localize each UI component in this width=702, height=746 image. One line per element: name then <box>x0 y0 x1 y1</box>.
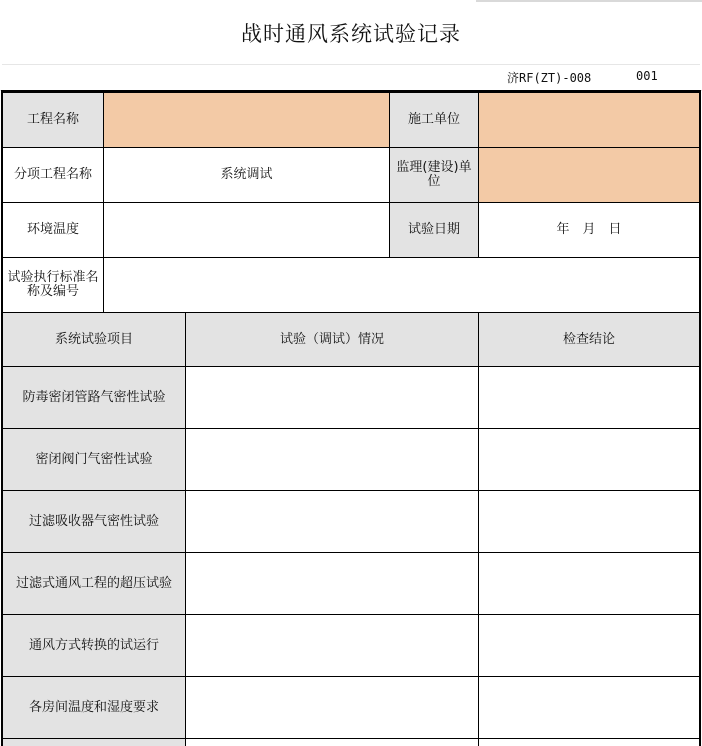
table-row-conclusion[interactable] <box>478 490 700 553</box>
table-row-status[interactable] <box>185 676 479 739</box>
table-row-conclusion[interactable] <box>478 366 700 429</box>
header-test-item: 系统试验项目 <box>2 312 186 367</box>
construction-unit-label: 施工单位 <box>389 92 479 148</box>
env-temp-label: 环境温度 <box>2 202 104 258</box>
construction-unit-field[interactable] <box>478 92 700 148</box>
sub-project-label: 分项工程名称 <box>2 147 104 203</box>
table-row-status[interactable] <box>185 366 479 429</box>
form-code-bar <box>0 64 702 91</box>
table-row-item: 通风方式转换的试运行 <box>2 614 186 677</box>
test-date-label: 试验日期 <box>389 202 479 258</box>
table-row-item <box>2 738 186 746</box>
table-row-item: 密闭阀门气密性试验 <box>2 428 186 491</box>
standard-field[interactable] <box>103 257 700 313</box>
table-row-item: 过滤式通风工程的超压试验 <box>2 552 186 615</box>
table-row-conclusion[interactable] <box>478 676 700 739</box>
table-row-conclusion[interactable] <box>478 552 700 615</box>
table-row-status[interactable] <box>185 614 479 677</box>
table-row-status[interactable] <box>185 738 479 746</box>
table-row-conclusion[interactable] <box>478 738 700 746</box>
supervision-unit-label: 监理(建设)单位 <box>389 147 479 203</box>
table-row-item: 防毒密闭管路气密性试验 <box>2 366 186 429</box>
form-code: 济RF(ZT)-008 <box>507 71 592 85</box>
supervision-unit-field[interactable] <box>478 147 700 203</box>
env-temp-field[interactable] <box>103 202 390 258</box>
form-number: 001 <box>636 69 658 83</box>
table-row-status[interactable] <box>185 428 479 491</box>
header-test-status: 试验（调试）情况 <box>185 312 479 367</box>
project-name-field[interactable] <box>103 92 390 148</box>
table-row-conclusion[interactable] <box>478 428 700 491</box>
page-title: 战时通风系统试验记录 <box>2 2 700 65</box>
test-date-field[interactable]: 年 月 日 <box>478 202 700 258</box>
header-conclusion: 检查结论 <box>478 312 700 367</box>
table-row-status[interactable] <box>185 552 479 615</box>
table-row-item: 各房间温度和湿度要求 <box>2 676 186 739</box>
table-row-item: 过滤吸收器气密性试验 <box>2 490 186 553</box>
project-name-label: 工程名称 <box>2 92 104 148</box>
sub-project-field[interactable]: 系统调试 <box>103 147 390 203</box>
table-row-conclusion[interactable] <box>478 614 700 677</box>
standard-label: 试验执行标准名称及编号 <box>2 257 104 313</box>
table-row-status[interactable] <box>185 490 479 553</box>
